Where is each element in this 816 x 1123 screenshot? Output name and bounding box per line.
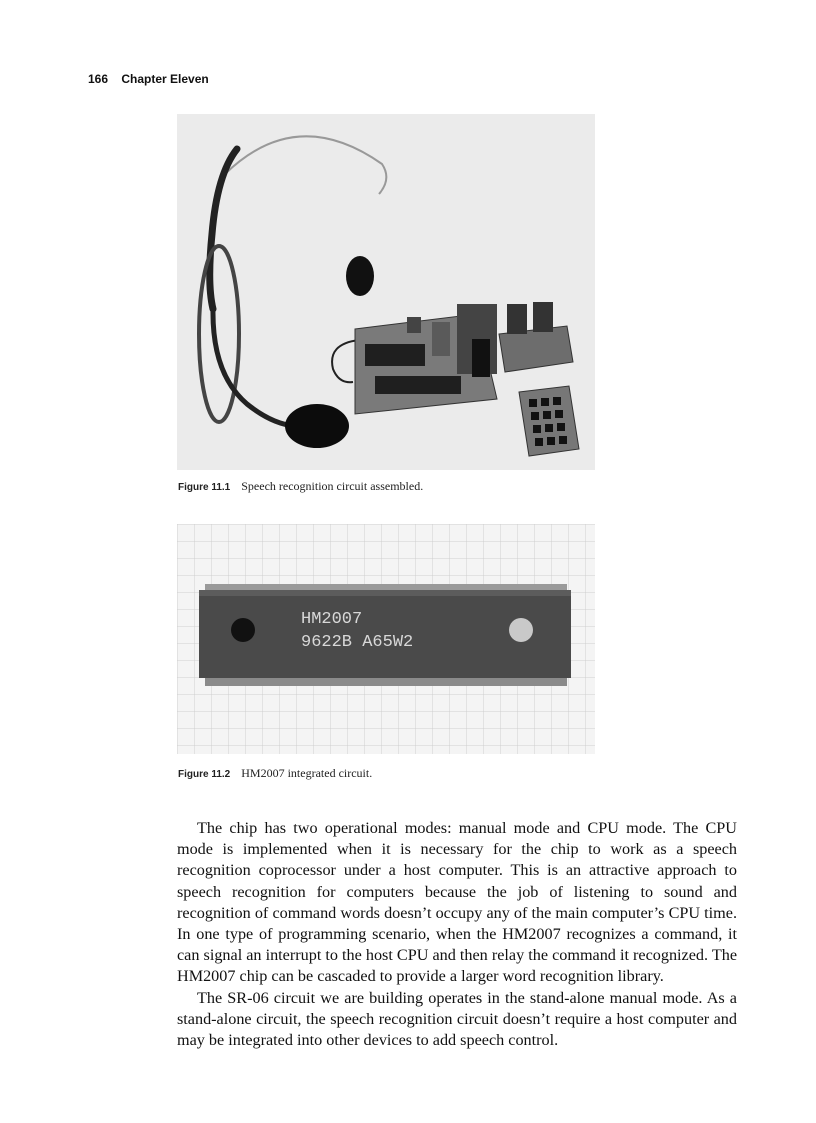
hm2007-chip-illustration xyxy=(177,524,595,754)
figure-11-1-caption xyxy=(178,479,423,494)
chip-marking-line1: HM2007 xyxy=(301,610,363,629)
figure-caption-text: Speech recognition circuit assembled. xyxy=(241,479,424,493)
page-number: 166 xyxy=(88,72,109,86)
running-head xyxy=(88,72,209,86)
figure-11-2-photo xyxy=(177,524,595,754)
body-text xyxy=(177,818,737,1051)
body-paragraph: The SR-06 circuit we are building operates in the stand-alone manual mode. As a stand-alone circuit, the speech recognition circuit doesn’t require a host computer and may be integrated into other devices to add speech control. xyxy=(177,988,737,1050)
chip-marking-line2: 9622B A65W2 xyxy=(301,633,414,652)
figure-label: Figure 11.2 xyxy=(178,769,231,780)
headset-circuit-illustration xyxy=(177,114,595,470)
figure-11-1-photo xyxy=(177,114,595,470)
body-paragraph: The chip has two operational modes: manual mode and CPU mode. The CPU mode is implemented when it is necessary for the chip to work as a speech recognition coprocessor under a host computer. This is an attractive approach to speech recognition for computers because the job of listening to sound and recognition of command words doesn’t occupy any of the main computer’s CPU time. In one type of programming scenario, when the HM2007 recognizes a command, it can signal an interrupt to the host CPU and then relay the command it recognized. The HM2007 chip can be cascaded to provide a larger word recognition library. xyxy=(177,819,737,986)
figure-11-2-caption xyxy=(178,766,372,781)
chapter-title: Chapter Eleven xyxy=(121,72,209,86)
figure-caption-text: HM2007 integrated circuit. xyxy=(241,766,373,780)
figure-label: Figure 11.1 xyxy=(178,482,231,493)
